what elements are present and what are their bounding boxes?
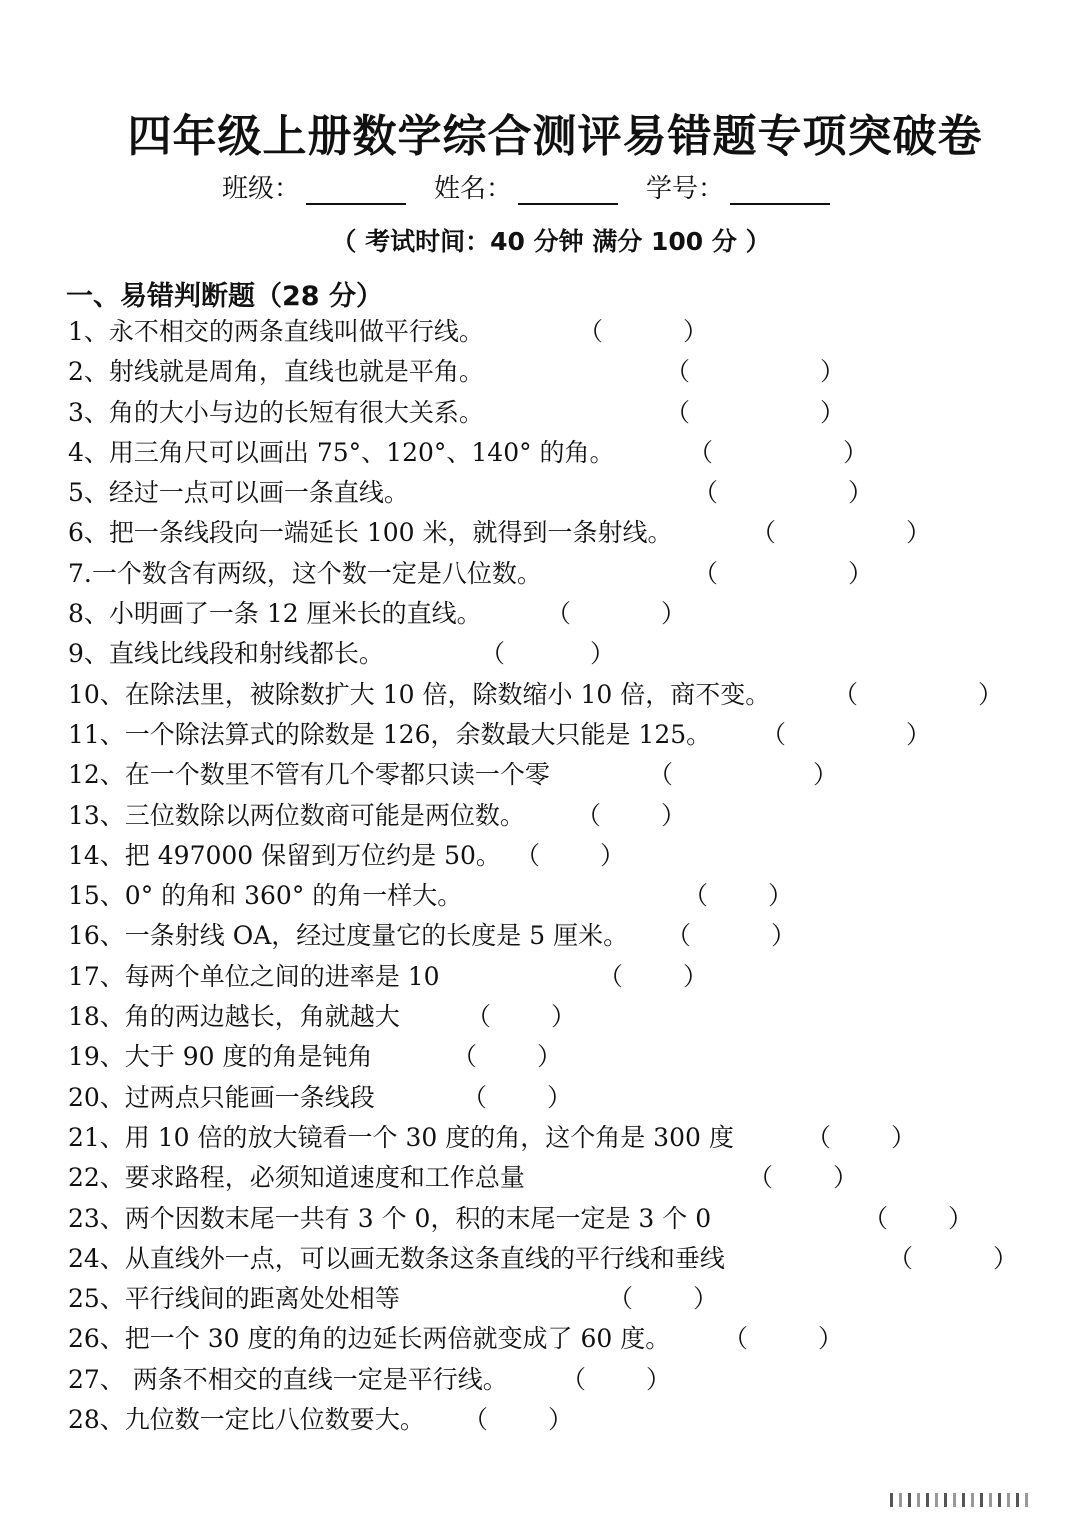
answer-paren-close: ）: [550, 1002, 576, 1032]
answer-parentheses[interactable]: [608, 1279, 718, 1319]
question-text: 26、把一个 30 度的角的边延长两倍就变成了 60 度。: [68, 1324, 671, 1354]
question-item: [68, 554, 1068, 594]
question-text: 18、角的两边越长，角就越大: [68, 1002, 400, 1032]
answer-paren-open: （: [863, 1203, 889, 1233]
answer-parentheses[interactable]: [515, 836, 625, 876]
answer-parentheses[interactable]: [693, 554, 873, 594]
answer-paren-open: （: [452, 1042, 478, 1072]
question-item: [68, 513, 1068, 553]
question-text: 9、直线比线段和射线都长。: [68, 639, 384, 669]
question-text: 14、把 497000 保留到万位约是 50。: [68, 840, 501, 870]
answer-parentheses[interactable]: [683, 876, 793, 916]
answer-parentheses[interactable]: [863, 1199, 973, 1239]
answer-parentheses[interactable]: [665, 393, 845, 433]
answer-paren-close: ）: [767, 881, 793, 911]
question-text: 7.一个数含有两级，这个数一定是八位数。: [68, 558, 542, 588]
question-text: 12、在一个数里不管有几个零都只读一个零: [68, 760, 550, 790]
answer-paren-open: （: [666, 921, 692, 951]
question-item: [68, 1199, 1068, 1239]
answer-paren-open: （: [608, 1284, 634, 1314]
question-item: [68, 916, 1068, 956]
answer-paren-close: ）: [660, 800, 686, 830]
section-heading: 一、易错判断题（28 分）: [66, 281, 383, 312]
question-text: 8、小明画了一条 12 厘米长的直线。: [68, 599, 482, 629]
answer-paren-open: （: [546, 599, 572, 629]
question-text: 6、把一条线段向一端延长 100 米，就得到一条射线。: [68, 518, 673, 548]
question-item: [68, 1360, 1068, 1400]
answer-parentheses[interactable]: [578, 312, 708, 352]
answer-parentheses[interactable]: [466, 997, 576, 1037]
answer-paren-open: （: [648, 760, 674, 790]
answer-paren-close: ）: [847, 558, 873, 588]
question-item: [68, 755, 1068, 795]
question-item: [68, 1319, 1068, 1359]
answer-paren-close: ）: [832, 1163, 858, 1193]
question-list: [68, 312, 1068, 1440]
question-item: [68, 796, 1068, 836]
question-item: [68, 1158, 1068, 1198]
question-item: [68, 997, 1068, 1037]
student-info-fields: [222, 168, 858, 205]
answer-parentheses[interactable]: [598, 957, 708, 997]
answer-parentheses[interactable]: [480, 634, 615, 674]
answer-paren-open: （: [515, 840, 541, 870]
answer-parentheses[interactable]: [463, 1400, 573, 1440]
answer-paren-close: ）: [770, 921, 796, 951]
answer-parentheses[interactable]: [748, 1158, 858, 1198]
answer-paren-close: ）: [992, 1243, 1018, 1273]
class-blank-line[interactable]: [306, 175, 406, 205]
question-text: 25、平行线间的距离处处相等: [68, 1284, 400, 1314]
answer-paren-close: ）: [660, 599, 686, 629]
question-item: [68, 836, 1068, 876]
question-text: 16、一条射线 OA，经过度量它的长度是 5 厘米。: [68, 921, 629, 951]
answer-paren-open: （: [888, 1243, 914, 1273]
answer-parentheses[interactable]: [576, 796, 686, 836]
answer-paren-close: ）: [812, 760, 838, 790]
question-text: 2、射线就是周角，直线也就是平角。: [68, 357, 484, 387]
answer-paren-close: ）: [547, 1405, 573, 1435]
question-text: 13、三位数除以两位数商可能是两位数。: [68, 800, 525, 830]
answer-parentheses[interactable]: [546, 594, 686, 634]
answer-parentheses[interactable]: [723, 1319, 843, 1359]
question-text: 4、用三角尺可以画出 75°、120°、140° 的角。: [68, 437, 615, 467]
exam-info: （ 考试时间：40 分钟 满分 100 分 ）: [331, 227, 771, 256]
question-text: 11、一个除法算式的除数是 126，余数最大只能是 125。: [68, 719, 712, 749]
question-item: [68, 1279, 1068, 1319]
question-item: [68, 876, 1068, 916]
answer-parentheses[interactable]: [888, 1239, 1018, 1279]
question-item: [68, 715, 1068, 755]
answer-parentheses[interactable]: [688, 433, 868, 473]
number-label: 学号：: [646, 174, 725, 204]
answer-paren-close: ）: [842, 437, 868, 467]
answer-paren-open: （: [683, 881, 709, 911]
answer-paren-open: （: [748, 1163, 774, 1193]
question-text: 22、要求路程，必须知道速度和工作总量: [68, 1163, 525, 1193]
number-field: [646, 168, 830, 205]
answer-paren-open: （: [693, 478, 719, 508]
question-item: [68, 1400, 1068, 1440]
answer-parentheses[interactable]: [833, 675, 1003, 715]
answer-paren-open: （: [462, 1082, 488, 1112]
answer-paren-close: ）: [589, 639, 615, 669]
answer-paren-close: ）: [546, 1082, 572, 1112]
answer-parentheses[interactable]: [693, 473, 873, 513]
name-label: 姓名：: [434, 174, 513, 204]
answer-paren-open: （: [806, 1122, 832, 1152]
answer-paren-close: ）: [947, 1203, 973, 1233]
answer-paren-open: （: [761, 719, 787, 749]
answer-parentheses[interactable]: [806, 1118, 916, 1158]
question-text: 5、经过一点可以画一条直线。: [68, 478, 409, 508]
answer-parentheses[interactable]: [761, 715, 931, 755]
name-field: [434, 168, 618, 205]
answer-paren-open: （: [561, 1364, 587, 1394]
answer-paren-open: （: [466, 1002, 492, 1032]
page-title: 四年级上册数学综合测评易错题专项突破卷: [127, 111, 983, 162]
question-item: [68, 634, 1068, 674]
answer-paren-close: ）: [890, 1122, 916, 1152]
answer-parentheses[interactable]: [666, 916, 796, 956]
answer-parentheses[interactable]: [452, 1037, 562, 1077]
number-blank-line[interactable]: [730, 175, 830, 205]
answer-parentheses[interactable]: [665, 352, 845, 392]
answer-paren-close: ）: [682, 961, 708, 991]
answer-paren-close: ）: [599, 840, 625, 870]
answer-paren-close: ）: [817, 1324, 843, 1354]
question-text: 3、角的大小与边的长短有很大关系。: [68, 397, 484, 427]
answer-paren-close: ）: [977, 679, 1003, 709]
answer-paren-open: （: [463, 1405, 489, 1435]
question-item: [68, 675, 1068, 715]
name-blank-line[interactable]: [518, 175, 618, 205]
question-item: [68, 1078, 1068, 1118]
question-item: [68, 433, 1068, 473]
answer-paren-open: （: [598, 961, 624, 991]
question-text: 23、两个因数末尾一共有 3 个 0，积的末尾一定是 3 个 0: [68, 1203, 712, 1233]
answer-paren-open: （: [693, 558, 719, 588]
question-text: 20、过两点只能画一条线段: [68, 1082, 375, 1112]
question-text: 21、用 10 倍的放大镜看一个 30 度的角，这个角是 300 度: [68, 1122, 734, 1152]
answer-paren-close: ）: [645, 1364, 671, 1394]
answer-parentheses[interactable]: [751, 513, 931, 553]
question-text: 19、大于 90 度的角是钝角: [68, 1042, 373, 1072]
question-text: 27、 两条不相交的直线一定是平行线。: [68, 1364, 508, 1394]
question-item: [68, 1118, 1068, 1158]
question-text: 24、从直线外一点，可以画无数条这条直线的平行线和垂线: [68, 1243, 725, 1273]
answer-paren-open: （: [665, 357, 691, 387]
question-item: [68, 312, 1068, 352]
answer-paren-close: ）: [692, 1284, 718, 1314]
answer-paren-close: ）: [819, 357, 845, 387]
answer-paren-open: （: [833, 679, 859, 709]
question-text: 10、在除法里，被除数扩大 10 倍，除数缩小 10 倍，商不变。: [68, 679, 771, 709]
question-item: [68, 1037, 1068, 1077]
answer-paren-open: （: [751, 518, 777, 548]
answer-paren-open: （: [578, 317, 604, 346]
class-field: [222, 168, 406, 205]
question-text: 15、0° 的角和 360° 的角一样大。: [68, 881, 463, 911]
answer-paren-close: ）: [819, 397, 845, 427]
question-item: [68, 957, 1068, 997]
answer-parentheses[interactable]: [648, 755, 838, 795]
question-text: 17、每两个单位之间的进率是 10: [68, 961, 440, 991]
answer-paren-close: ）: [536, 1042, 562, 1072]
answer-paren-close: ）: [905, 518, 931, 548]
question-text: 1、永不相交的两条直线叫做平行线。: [68, 317, 484, 346]
question-item: [68, 352, 1068, 392]
answer-paren-open: （: [576, 800, 602, 830]
scan-watermark-bars: [890, 1492, 1054, 1508]
answer-parentheses[interactable]: [561, 1360, 671, 1400]
answer-paren-close: ）: [682, 317, 708, 346]
answer-paren-close: ）: [905, 719, 931, 749]
question-item: [68, 594, 1068, 634]
question-item: [68, 1239, 1068, 1279]
answer-paren-open: （: [723, 1324, 749, 1354]
class-label: 班级：: [222, 174, 301, 204]
answer-parentheses[interactable]: [462, 1078, 572, 1118]
question-text: 28、九位数一定比八位数要大。: [68, 1405, 425, 1435]
answer-paren-open: （: [480, 639, 506, 669]
question-item: [68, 473, 1068, 513]
answer-paren-close: ）: [847, 478, 873, 508]
question-item: [68, 393, 1068, 433]
answer-paren-open: （: [688, 437, 714, 467]
answer-paren-open: （: [665, 397, 691, 427]
